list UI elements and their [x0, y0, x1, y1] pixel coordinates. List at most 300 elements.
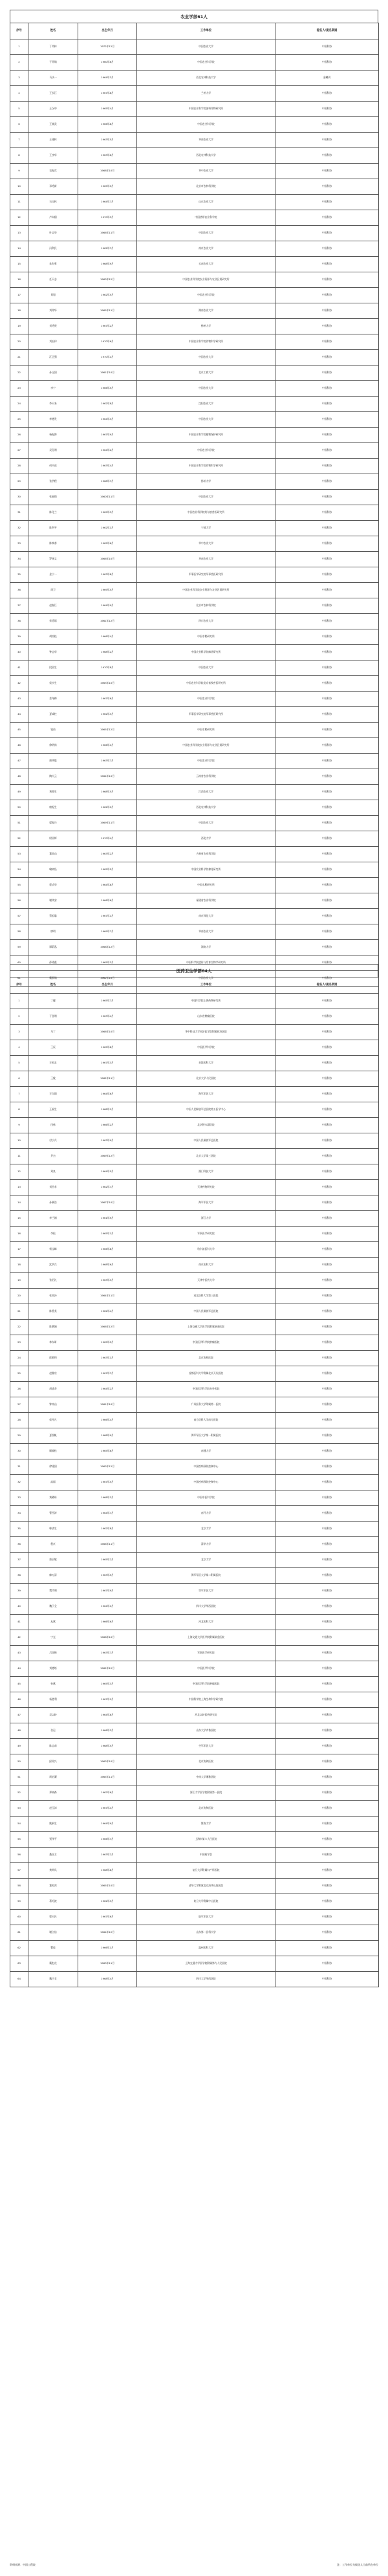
- cell-no: 20: [10, 1289, 28, 1304]
- cell-no: 7: [10, 1087, 28, 1102]
- cell-birth: 1962年6月: [78, 1785, 137, 1801]
- cell-birth: 1972年12月: [78, 39, 137, 55]
- cell-birth: 1965年3月: [78, 1677, 137, 1692]
- cell-unit: 海军军医大学第一附属医院: [137, 1428, 275, 1444]
- cell-birth: 1962年7月: [78, 241, 137, 257]
- cell-recommender: 中国科协: [275, 909, 379, 924]
- cell-unit: 河北医科大学: [137, 1615, 275, 1630]
- cell-unit: 中国中医科学院: [137, 1490, 275, 1506]
- cell-recommender: 中国科协: [275, 723, 379, 738]
- cell-unit: 中国疾病预防控制中心: [137, 1459, 275, 1475]
- cell-no: 40: [10, 645, 28, 660]
- cell-no: 10: [10, 179, 28, 195]
- cell-unit: 中国农业科学院: [137, 117, 275, 133]
- cell-no: 61: [10, 1925, 28, 1941]
- cell-unit: 北京协和医院: [137, 1754, 275, 1770]
- cell-no: 30: [10, 490, 28, 505]
- table-row: [10, 1972, 379, 1987]
- cell-birth: 1966年1月: [78, 738, 137, 754]
- header-unit: 工作单位: [137, 23, 275, 39]
- table-row: [10, 1879, 379, 1894]
- cell-name: 魏于全: [28, 1972, 78, 1987]
- cell-name: 马丁: [28, 1025, 78, 1040]
- cell-birth: 1962年8月: [78, 1522, 137, 1537]
- cell-no: 50: [10, 800, 28, 816]
- cell-recommender: 中国科协: [275, 1646, 379, 1661]
- candidate-table: [10, 977, 379, 1987]
- cell-birth: 1968年6月: [78, 1258, 137, 1273]
- cell-unit: 中国医学科学院阜外医院: [137, 1382, 275, 1397]
- cell-no: 16: [10, 272, 28, 288]
- cell-birth: 1966年4月: [78, 629, 137, 645]
- cell-recommender: 中国科协: [275, 738, 379, 754]
- cell-unit: 中国水稻研究所: [137, 723, 275, 738]
- cell-recommender: 中国科协: [275, 862, 379, 878]
- cell-no: 24: [10, 397, 28, 412]
- table-row: [10, 1894, 379, 1910]
- cell-name: 王长江: [28, 86, 78, 102]
- header-no: 序号: [10, 23, 28, 39]
- cell-recommender: 中国科协: [275, 1366, 379, 1382]
- cell-unit: 中国农业科学院哈尔滨兽医研究所: [137, 505, 275, 521]
- header-unit: 工作单位: [137, 977, 275, 994]
- cell-recommender: 中国科协: [275, 1708, 379, 1723]
- cell-birth: 1963年2月: [78, 847, 137, 862]
- cell-recommender: 中国科协: [275, 179, 379, 195]
- cell-name: 金宁一: [28, 567, 78, 583]
- table-row: [10, 195, 379, 210]
- table-row: [10, 1801, 379, 1817]
- cell-name: 贾伟平: [28, 1832, 78, 1848]
- cell-name: 孙颖浩: [28, 1195, 78, 1211]
- cell-no: 44: [10, 707, 28, 723]
- cell-no: 25: [10, 412, 28, 428]
- cell-birth: 1966年6月: [78, 893, 137, 909]
- cell-unit: 河北医科大学第三医院: [137, 1289, 275, 1304]
- cell-name: 魏于全: [28, 1599, 78, 1615]
- cell-name: 唐华俊: [28, 754, 78, 769]
- cell-name: 梁振兴: [28, 816, 78, 831]
- cell-no: 4: [10, 1040, 28, 1056]
- table-row: [10, 1910, 379, 1925]
- cell-no: 57: [10, 1863, 28, 1879]
- table-row: [10, 598, 379, 614]
- cell-birth: 1968年10月: [78, 1630, 137, 1646]
- cell-birth: 1967年9月: [78, 1584, 137, 1599]
- table-row: [10, 319, 379, 334]
- cell-recommender: 中国科协: [275, 1444, 379, 1459]
- cell-birth: 1968年12月: [78, 940, 137, 955]
- cell-name: 赵继宗: [28, 1366, 78, 1382]
- cell-birth: 1964年2月: [78, 443, 137, 459]
- cell-birth: 1966年7月: [78, 1832, 137, 1848]
- cell-unit: 中国疾病预防控制中心: [137, 1475, 275, 1490]
- cell-recommender: 中国科协: [275, 614, 379, 629]
- cell-name: 喻树迅: [28, 862, 78, 878]
- cell-recommender: 中国科协: [275, 1599, 379, 1615]
- cell-no: 35: [10, 1522, 28, 1537]
- table-row: [10, 1211, 379, 1227]
- cell-recommender: 中国科协: [275, 1009, 379, 1025]
- cell-birth: 1964年11月: [78, 1289, 137, 1304]
- cell-name: 刘仲华: [28, 303, 78, 319]
- cell-unit: 中国医学科学院: [137, 1040, 275, 1056]
- cell-no: 6: [10, 117, 28, 133]
- cell-birth: 1965年7月: [78, 994, 137, 1009]
- cell-no: 48: [10, 769, 28, 785]
- table-row: [10, 1320, 379, 1335]
- cell-recommender: 中国科协: [275, 707, 379, 723]
- cell-unit: 清华大学: [137, 1537, 275, 1553]
- table-row: [10, 1335, 379, 1351]
- cell-recommender: 中国科协: [275, 831, 379, 847]
- cell-birth: 1966年12月: [78, 1320, 137, 1335]
- cell-recommender: 中国科协: [275, 1087, 379, 1102]
- cell-unit: 西北农林科技大学: [137, 71, 275, 86]
- cell-birth: 1967年1月: [78, 909, 137, 924]
- cell-recommender: 中国科协: [275, 412, 379, 428]
- cell-name: 黄璐琦: [28, 1490, 78, 1506]
- cell-recommender: 中国科协: [275, 1723, 379, 1739]
- cell-recommender: 中国科协: [275, 1925, 379, 1941]
- cell-birth: 1963年8月: [78, 567, 137, 583]
- cell-unit: 中国农业大学: [137, 816, 275, 831]
- cell-birth: 1967年2月: [78, 319, 137, 334]
- cell-birth: 1964年3月: [78, 71, 137, 86]
- cell-unit: 华中农业大学: [137, 536, 275, 552]
- cell-recommender: 中国科协: [275, 1692, 379, 1708]
- cell-unit: 中国农业大学: [137, 412, 275, 428]
- cell-birth: 1963年9月: [78, 1133, 137, 1149]
- cell-no: 21: [10, 350, 28, 366]
- cell-recommender: 中国科协: [275, 1522, 379, 1537]
- cell-no: 30: [10, 1444, 28, 1459]
- table-row: [10, 1646, 379, 1661]
- table-row: [10, 1164, 379, 1180]
- cell-birth: 1964年5月: [78, 1164, 137, 1180]
- cell-unit: 四川农业大学: [137, 614, 275, 629]
- table-row: [10, 1785, 379, 1801]
- cell-unit: 北京大学人民医院: [137, 1071, 275, 1087]
- cell-birth: 1963年7月: [78, 1646, 137, 1661]
- table-row: [10, 1366, 379, 1382]
- cell-no: 7: [10, 133, 28, 148]
- table-row: [10, 1133, 379, 1149]
- cell-no: 38: [10, 1568, 28, 1584]
- cell-unit: 河北以岭医药研究院: [137, 1708, 275, 1723]
- cell-recommender: 中国科协: [275, 1785, 379, 1801]
- table-row: [10, 71, 379, 86]
- cell-birth: 1965年9月: [78, 179, 137, 195]
- cell-unit: 南通大学: [137, 1444, 275, 1459]
- cell-recommender: 中国科协: [275, 397, 379, 412]
- table-row: [10, 1568, 379, 1584]
- cell-no: 11: [10, 195, 28, 210]
- cell-no: 35: [10, 567, 28, 583]
- cell-no: 58: [10, 924, 28, 940]
- table-row: [10, 1863, 379, 1879]
- cell-name: 张英泽: [28, 1289, 78, 1304]
- cell-name: 王福生: [28, 1102, 78, 1118]
- cell-no: 26: [10, 1382, 28, 1397]
- cell-unit: 中国农业大学: [137, 226, 275, 241]
- cell-unit: 中国农业大学: [137, 971, 275, 987]
- cell-birth: 1970年3月: [78, 210, 137, 226]
- cell-name: 毛振宾: [28, 164, 78, 179]
- cell-name: 杨振海: [28, 428, 78, 443]
- cell-birth: 1966年10月: [78, 1025, 137, 1040]
- cell-no: 3: [10, 1025, 28, 1040]
- cell-birth: 1965年11月: [78, 1770, 137, 1785]
- cell-unit: 空军军医大学: [137, 1739, 275, 1754]
- cell-recommender: 中国科协: [275, 272, 379, 288]
- table-row: [10, 831, 379, 847]
- cell-birth: 1964年8月: [78, 878, 137, 893]
- cell-name: 蔡祖聪: [28, 909, 78, 924]
- section-agriculture: [10, 10, 378, 987]
- cell-recommender: 中国科协: [275, 210, 379, 226]
- cell-birth: 1966年3月: [78, 1723, 137, 1739]
- cell-unit: 兰州大学: [137, 86, 275, 102]
- table-row: [10, 660, 379, 676]
- cell-recommender: 中国科协: [275, 474, 379, 490]
- cell-recommender: 中国科协: [275, 1863, 379, 1879]
- cell-unit: 四川大学华西医院: [137, 1599, 275, 1615]
- cell-name: 周宏灏: [28, 1770, 78, 1785]
- cell-unit: 中国农业大学: [137, 490, 275, 505]
- cell-no: 56: [10, 1848, 28, 1863]
- cell-no: 51: [10, 816, 28, 831]
- cell-no: 51: [10, 1770, 28, 1785]
- table-row: [10, 1490, 379, 1506]
- header-recommender: 提名人/提名渠道: [275, 23, 379, 39]
- section-medicine: [10, 964, 378, 1987]
- cell-unit: 中国医学科学院肿瘤医院: [137, 1335, 275, 1351]
- table-row: [10, 381, 379, 397]
- cell-birth: 1965年8月: [78, 1040, 137, 1056]
- cell-birth: 1968年3月: [78, 1490, 137, 1506]
- cell-recommender: 中国科协: [275, 505, 379, 521]
- cell-birth: 1963年5月: [78, 1568, 137, 1584]
- table-row: [10, 769, 379, 785]
- cell-name: 谭蔚泓: [28, 940, 78, 955]
- cell-name: 赵玉沛: [28, 1801, 78, 1817]
- cell-unit: 扬州大学: [137, 319, 275, 334]
- cell-recommender: 中国科协: [275, 1025, 379, 1040]
- cell-unit: 海军军医大学: [137, 1195, 275, 1211]
- cell-recommender: 中国科协: [275, 1382, 379, 1397]
- cell-no: 5: [10, 102, 28, 117]
- cell-recommender: 中国科协: [275, 552, 379, 567]
- cell-unit: 山东农业大学: [137, 195, 275, 210]
- cell-birth: 1962年9月: [78, 800, 137, 816]
- cell-name: 胡培松: [28, 629, 78, 645]
- cell-recommender: 中国科协: [275, 800, 379, 816]
- cell-no: 1: [10, 994, 28, 1009]
- cell-unit: 中国农业科学院作物科学研究所: [137, 459, 275, 474]
- cell-recommender: 中国科协: [275, 1475, 379, 1490]
- cell-no: 53: [10, 1801, 28, 1817]
- cell-unit: 首都医科大学附属北京天坛医院: [137, 1366, 275, 1382]
- cell-recommender: 中国科协: [275, 1227, 379, 1242]
- cell-unit: 中国医学科学院肿瘤医院: [137, 1677, 275, 1692]
- cell-recommender: 中国科协: [275, 55, 379, 71]
- cell-unit: 华中农业大学: [137, 164, 275, 179]
- cell-birth: 1962年3月: [78, 1894, 137, 1910]
- cell-no: 46: [10, 1692, 28, 1708]
- table-row: [10, 940, 379, 955]
- table-row: [10, 1708, 379, 1723]
- cell-name: 段留生: [28, 660, 78, 676]
- table-row: [10, 1739, 379, 1754]
- cell-no: 47: [10, 754, 28, 769]
- cell-name: 张运: [28, 1723, 78, 1739]
- cell-unit: 华南农业大学: [137, 924, 275, 940]
- cell-name: 叶志华: [28, 226, 78, 241]
- table-row: [10, 893, 379, 909]
- table-row: [10, 1009, 379, 1025]
- cell-name: 江正强: [28, 350, 78, 366]
- cell-birth: 1963年5月: [78, 133, 137, 148]
- table-row: [10, 412, 379, 428]
- table-row: [10, 241, 379, 257]
- cell-unit: 吉林省农业科学院: [137, 847, 275, 862]
- cell-name: 吕国悌: [28, 1646, 78, 1661]
- table-row: [10, 226, 379, 241]
- cell-unit: 北京协和医院: [137, 1351, 275, 1366]
- cell-birth: 1967年7月: [78, 1366, 137, 1382]
- cell-birth: 1969年3月: [78, 505, 137, 521]
- cell-no: 9: [10, 164, 28, 179]
- page-footer: [10, 2559, 378, 2571]
- cell-recommender: 中国科协: [275, 1133, 379, 1149]
- cell-no: 5: [10, 1056, 28, 1071]
- cell-recommender: 中国科协: [275, 428, 379, 443]
- cell-name: 赵春江: [28, 598, 78, 614]
- table-row: [10, 994, 379, 1009]
- table-row: [10, 909, 379, 924]
- table-row: [10, 1025, 379, 1040]
- table-row: [10, 102, 379, 117]
- cell-unit: 上海交通大学医学院附属瑞金医院: [137, 1630, 275, 1646]
- table-row: [10, 459, 379, 474]
- table-row: [10, 1661, 379, 1677]
- cell-recommender: 金曦玥: [275, 71, 379, 86]
- cell-recommender: 中国科协: [275, 1553, 379, 1568]
- cell-unit: 北京市农林科学院: [137, 598, 275, 614]
- cell-unit: 华南农业大学: [137, 133, 275, 148]
- cell-unit: 山东第一医科大学: [137, 1925, 275, 1941]
- cell-unit: 云南农业大学: [137, 257, 275, 272]
- cell-recommender: 中国科协: [275, 1118, 379, 1133]
- cell-recommender: 中国科协: [275, 583, 379, 598]
- cell-no: 27: [10, 443, 28, 459]
- cell-no: 31: [10, 1459, 28, 1475]
- cell-name: 冯利民: [28, 241, 78, 257]
- table-row: [10, 474, 379, 490]
- cell-name: 曹雪涛: [28, 1506, 78, 1522]
- cell-birth: 1964年2月: [78, 1382, 137, 1397]
- cell-name: 杨宝峰: [28, 1242, 78, 1258]
- cell-recommender: 中国科协: [275, 1739, 379, 1754]
- cell-recommender: 中国科协: [275, 1040, 379, 1056]
- cell-name: 钟志华: [28, 645, 78, 660]
- cell-recommender: 中国科协: [275, 893, 379, 909]
- cell-no: 28: [10, 1413, 28, 1428]
- cell-birth: 1964年7月: [78, 195, 137, 210]
- cell-no: 20: [10, 334, 28, 350]
- cell-birth: 1967年6月: [78, 1910, 137, 1925]
- cell-birth: 1965年6月: [78, 536, 137, 552]
- cell-unit: 西北大学: [137, 831, 275, 847]
- cell-recommender: 中国科协: [275, 1490, 379, 1506]
- cell-name: 夏照帆: [28, 1428, 78, 1444]
- cell-name: 韩济生: [28, 1522, 78, 1537]
- table-row: [10, 1242, 379, 1258]
- cell-name: 孙燕: [28, 1677, 78, 1692]
- table-row: [10, 1817, 379, 1832]
- cell-no: 16: [10, 1227, 28, 1242]
- cell-birth: 1968年9月: [78, 257, 137, 272]
- cell-birth: 1962年8月: [78, 397, 137, 412]
- cell-no: 23: [10, 381, 28, 397]
- cell-unit: 扬州大学: [137, 474, 275, 490]
- cell-no: 12: [10, 210, 28, 226]
- cell-name: 李兰娟: [28, 1211, 78, 1227]
- table-row: [10, 1180, 379, 1195]
- cell-unit: 军事医学研究院: [137, 1646, 275, 1661]
- cell-no: 37: [10, 598, 28, 614]
- cell-name: 谢华安: [28, 893, 78, 909]
- cell-recommender: 中国科协: [275, 1972, 379, 1987]
- cell-birth: 1970年6月: [78, 334, 137, 350]
- cell-recommender: 中国科协: [275, 1615, 379, 1630]
- cell-no: 36: [10, 583, 28, 598]
- cell-birth: 1968年8月: [78, 1863, 137, 1879]
- cell-no: 9: [10, 1118, 28, 1133]
- table-row: [10, 536, 379, 552]
- cell-birth: 1965年2月: [78, 1553, 137, 1568]
- cell-birth: 1964年10月: [78, 769, 137, 785]
- cell-unit: 北京大学第三医院: [137, 1149, 275, 1164]
- cell-recommender: 中国科协: [275, 241, 379, 257]
- cell-recommender: 中国科协: [275, 334, 379, 350]
- cell-unit: 北京市农林科学院: [137, 179, 275, 195]
- table-row: [10, 552, 379, 567]
- cell-birth: 1968年10月: [78, 164, 137, 179]
- cell-no: 26: [10, 428, 28, 443]
- cell-no: 37: [10, 1553, 28, 1568]
- cell-name: 刘昌孝: [28, 1180, 78, 1195]
- cell-name: 徐建国: [28, 1459, 78, 1475]
- cell-birth: 1963年10月: [78, 1754, 137, 1770]
- table-row: [10, 1227, 379, 1242]
- cell-no: 50: [10, 1754, 28, 1770]
- cell-no: 52: [10, 831, 28, 847]
- cell-birth: 1967年10月: [78, 1195, 137, 1211]
- cell-birth: 1968年4月: [78, 1972, 137, 1987]
- cell-recommender: 中国科协: [275, 1630, 379, 1646]
- cell-no: 23: [10, 1335, 28, 1351]
- table-header-row: [10, 23, 379, 39]
- table-row: [10, 303, 379, 319]
- table-row: [10, 567, 379, 583]
- cell-recommender: 中国科协: [275, 816, 379, 831]
- cell-no: 60: [10, 1910, 28, 1925]
- cell-no: 60: [10, 955, 28, 971]
- cell-recommender: 中国科协: [275, 1832, 379, 1848]
- cell-recommender: 中国科协: [275, 598, 379, 614]
